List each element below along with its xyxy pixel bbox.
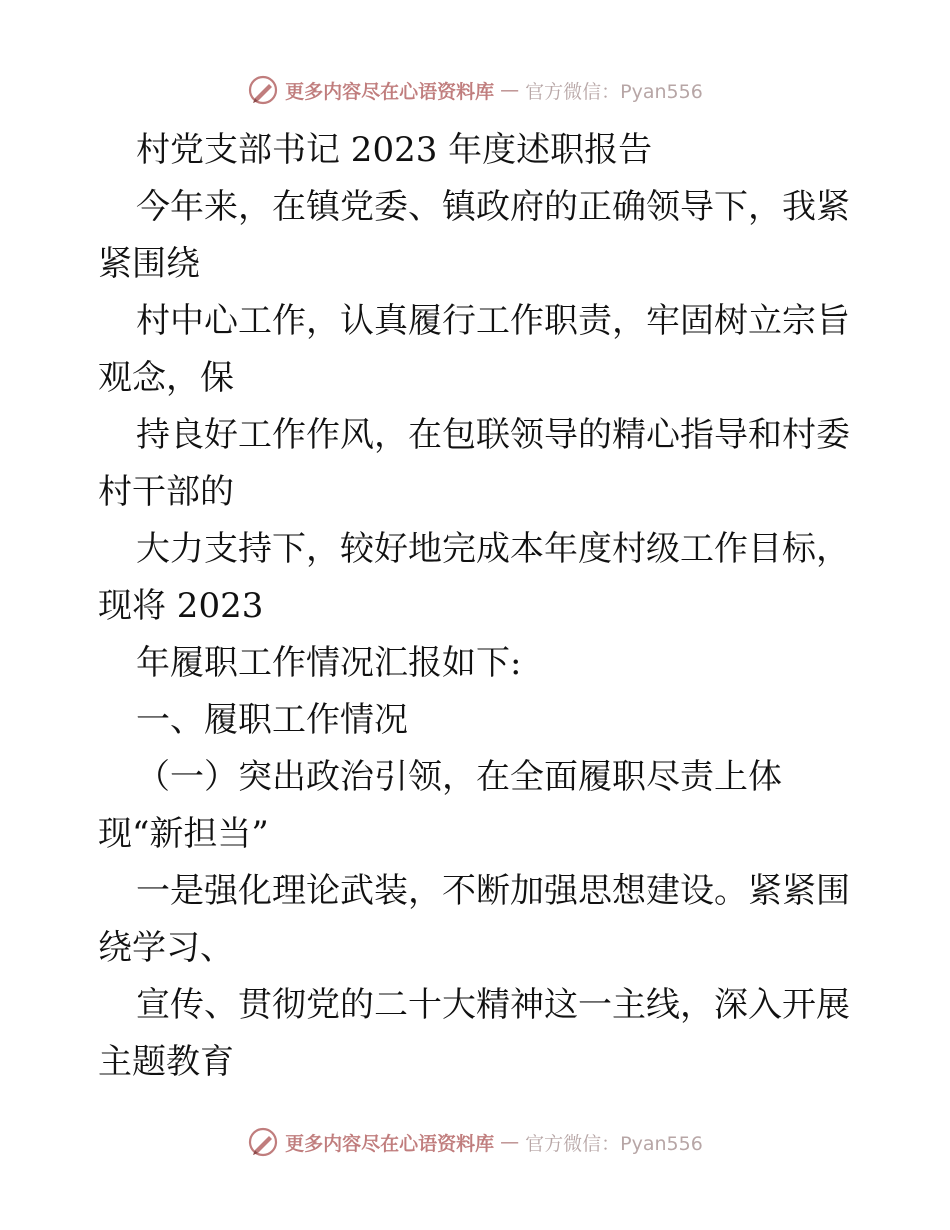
document-line: 持良好工作作风，在包联领导的精心指导和村委 bbox=[136, 415, 850, 455]
document-line: （一）突出政治引领，在全面履职尽责上体 bbox=[136, 757, 782, 797]
document-line: 一、履职工作情况 bbox=[136, 700, 408, 740]
watermark-wechat-text: 官方微信：Pyan556 bbox=[525, 80, 703, 103]
header-watermark bbox=[0, 74, 950, 106]
pen-logo-icon bbox=[247, 74, 279, 106]
document-line: 观念，保 bbox=[98, 358, 234, 398]
document-line: 大力支持下，较好地完成本年度村级工作目标， bbox=[136, 529, 850, 569]
watermark-wechat-text: 官方微信：Pyan556 bbox=[525, 1132, 703, 1155]
document-line: 今年来，在镇党委、镇政府的正确领导下，我紧 bbox=[136, 187, 850, 227]
watermark-main-text: 更多内容尽在心语资料库 bbox=[285, 1132, 495, 1155]
document-line: 主题教育 bbox=[98, 1042, 234, 1082]
document-line: 绕学习、 bbox=[98, 928, 234, 968]
document-line: 现“新担当” bbox=[98, 814, 269, 854]
document-line: 现将 2023 bbox=[98, 586, 264, 626]
watermark-main-text: 更多内容尽在心语资料库 bbox=[285, 80, 495, 103]
watermark-separator: — bbox=[500, 79, 520, 101]
document-line: 宣传、贯彻党的二十大精神这一主线，深入开展 bbox=[136, 985, 850, 1025]
document-line: 村干部的 bbox=[98, 472, 234, 512]
watermark-separator: — bbox=[500, 1131, 520, 1153]
document-body bbox=[98, 122, 868, 1091]
document-line: 年履职工作情况汇报如下: bbox=[136, 643, 522, 683]
document-line: 紧围绕 bbox=[98, 244, 200, 284]
document-line: 村中心工作，认真履行工作职责，牢固树立宗旨 bbox=[136, 301, 850, 341]
footer-watermark bbox=[0, 1126, 950, 1158]
document-title: 村党支部书记 2023 年度述职报告 bbox=[136, 130, 653, 170]
document-line: 一是强化理论武装，不断加强思想建设。紧紧围 bbox=[136, 871, 850, 911]
pen-logo-icon bbox=[247, 1126, 279, 1158]
